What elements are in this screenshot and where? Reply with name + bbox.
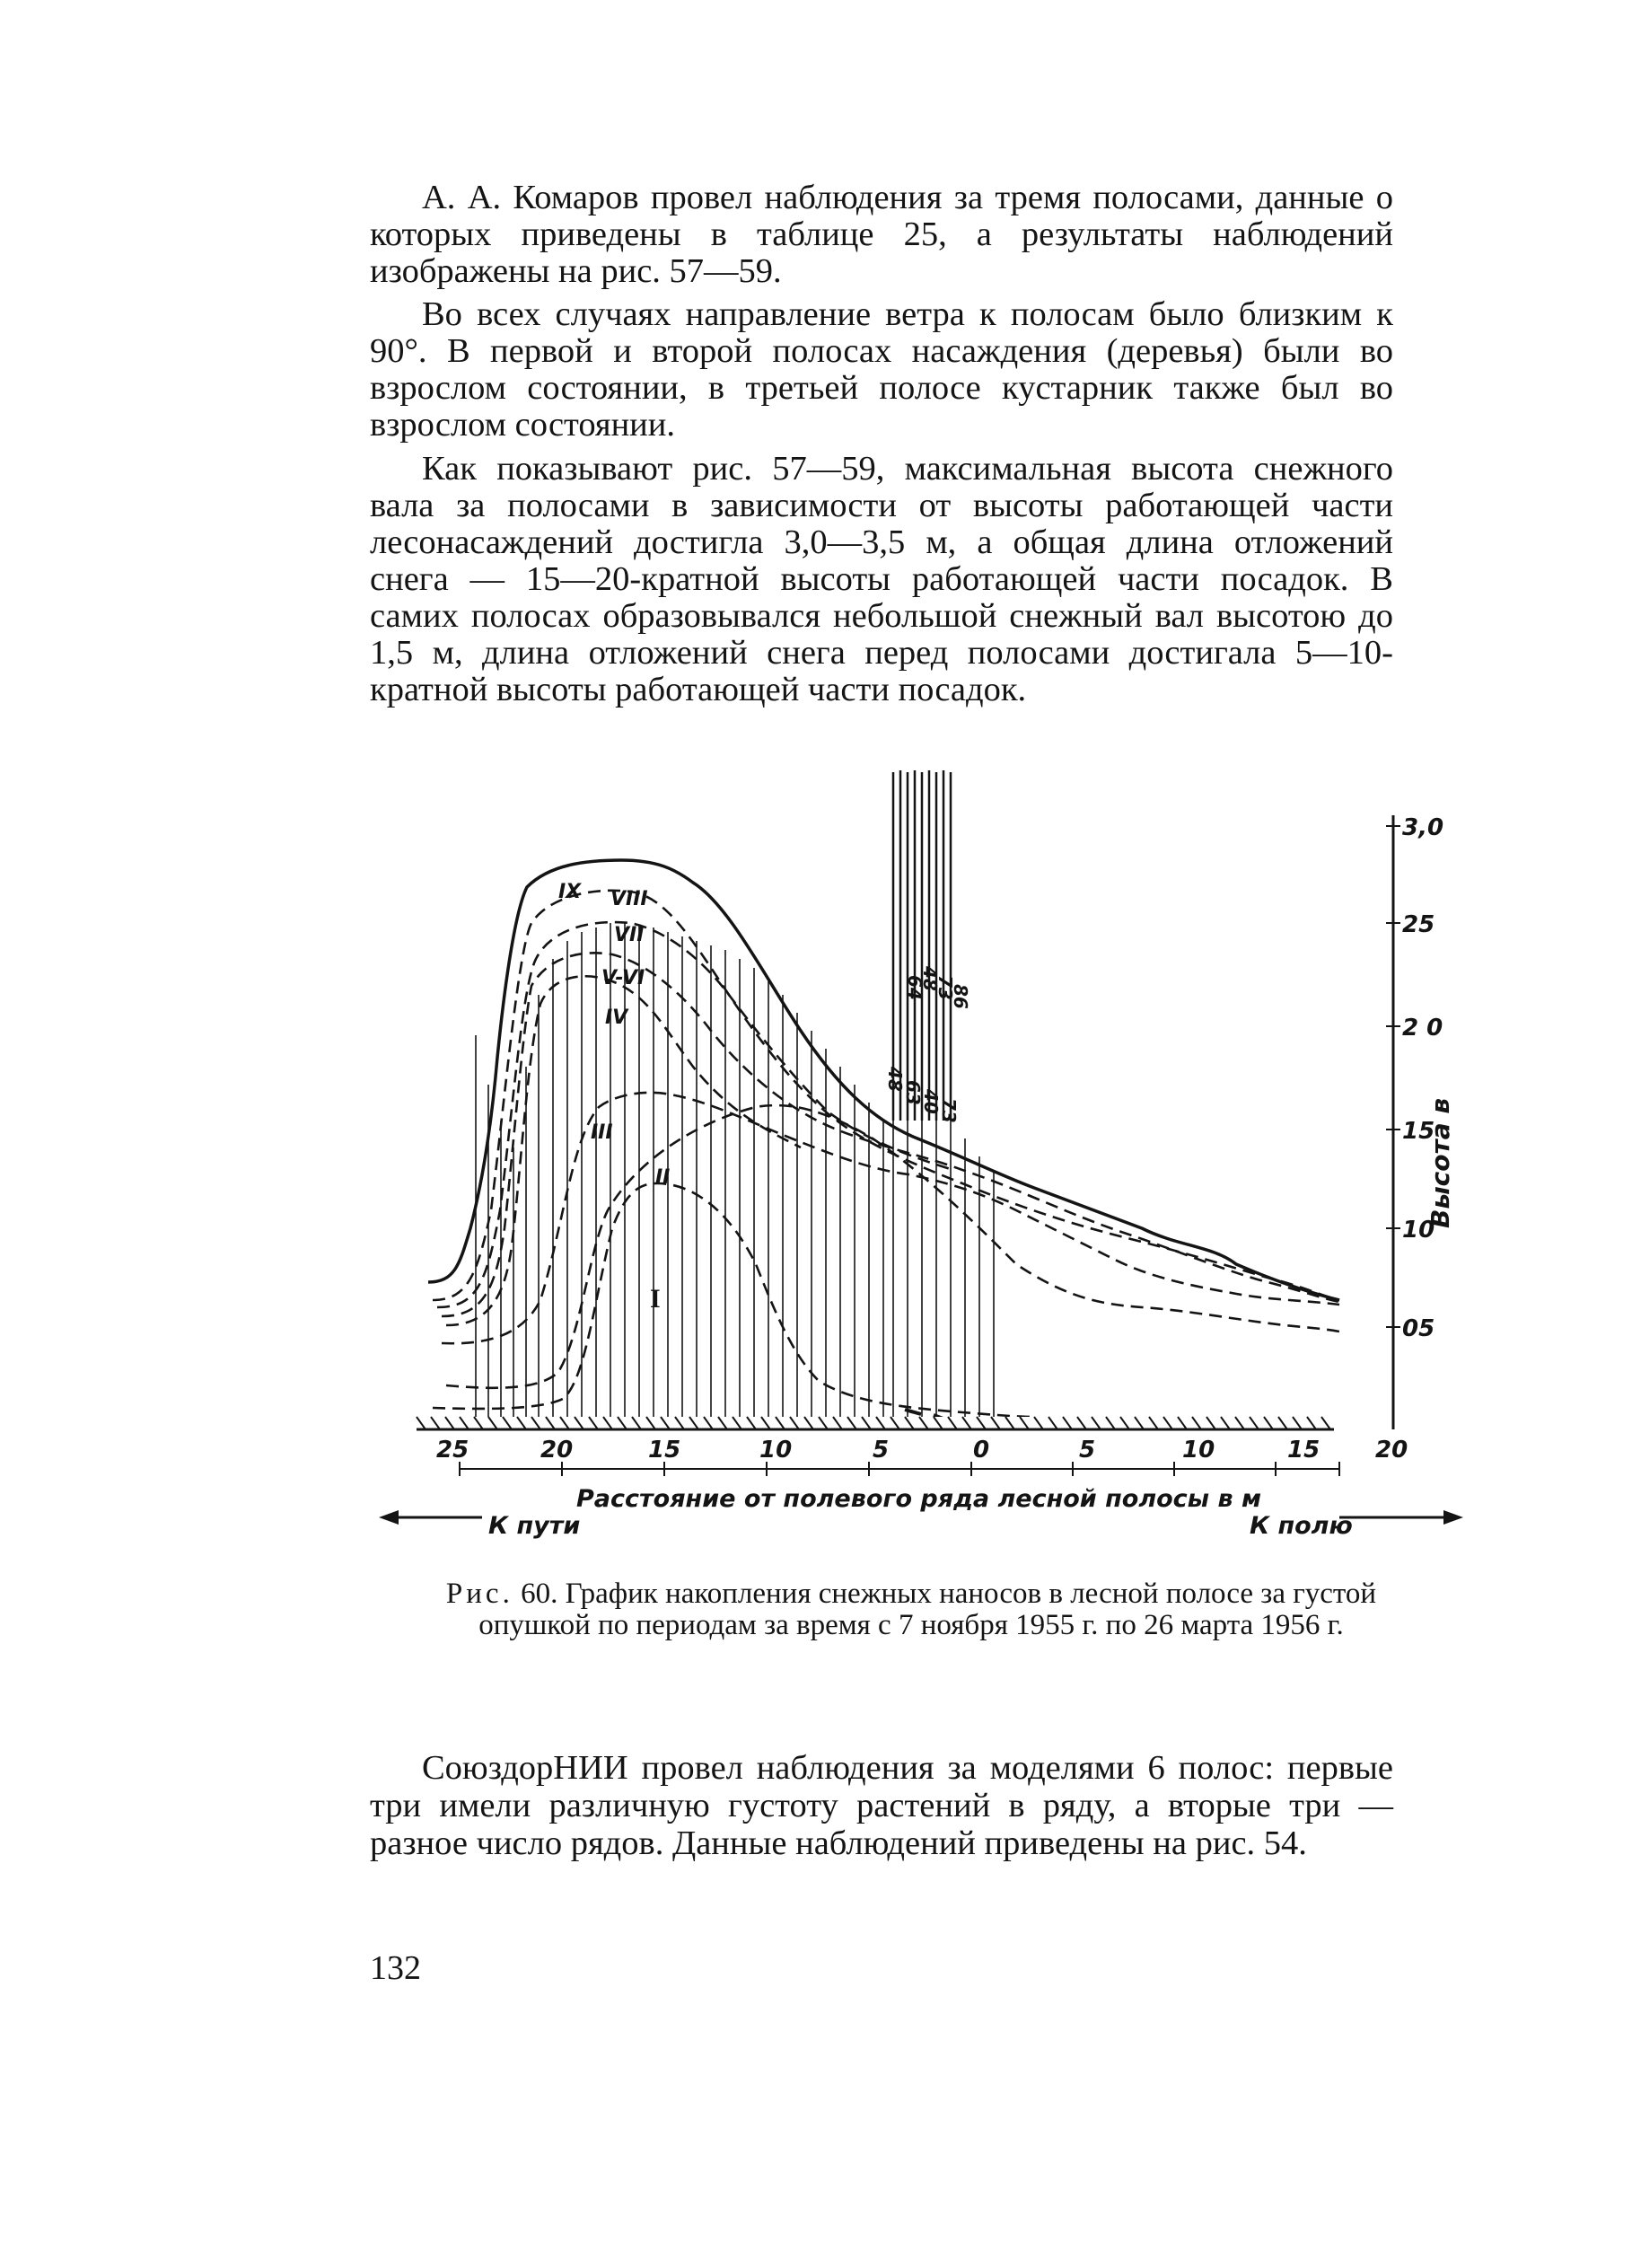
x-tick-2: 20 [540, 1437, 574, 1464]
figure-caption [422, 1578, 1400, 1641]
tree-height-lower-4: 73 [938, 1098, 960, 1123]
x-tick-3: 15 [648, 1437, 681, 1464]
x-tick-6: 0 [973, 1437, 990, 1464]
curve-label-v-vi: V-VI [601, 967, 645, 989]
curve-label-viii: VIII [610, 888, 648, 910]
x-tick-5: 5 [873, 1437, 890, 1464]
ground-line [417, 1417, 1334, 1429]
x-axis-ticks [436, 1437, 1408, 1464]
x-tick-4: 10 [759, 1437, 793, 1464]
tree-height-lower-2: 63 [902, 1080, 924, 1105]
arrow-right [1250, 1510, 1463, 1540]
paragraph-soyuzdornii: СоюздорНИИ провел наблюдения за моделями 6 полос: первые три имели различную густоту растений в ряду, а вторые три — разное число рядов. Данные наблюдений приведены на рис. 54. [370, 1749, 1393, 1862]
caption-text: 60. График накопления снежных наносов в лесной полосе за густой опушкой по периодам за время с 7 ноября 1955 г. по 26 марта 1956 г. [478, 1578, 1377, 1641]
y-tick-6: 05 [1402, 1315, 1435, 1342]
y-axis-ticks [1402, 814, 1443, 1342]
arrow-left-label: К пути [488, 1512, 581, 1540]
caption-prefix: Рис. [445, 1578, 513, 1610]
paragraph-snow-height: Как показывают рис. 57—59, максимальная высота снежного вала за полосами в зависимости от высоты работающей части лесонасаждений достигла 3,0—3,5 м, а общая длина отложений снега — 15—20-кратной высоты работающей части посадок. В самих полосах образовывался небольшой снежный вал высотою до 1,5 м, длина отложений снега перед полосами достигала 5—10-кратной высоты работающей части посадок. [370, 450, 1393, 708]
x-axis-label: Расстояние от полевого ряда лесной полосы в м [576, 1485, 1262, 1513]
x-tick-9: 15 [1287, 1437, 1321, 1464]
y-tick-4: 15 [1402, 1118, 1435, 1145]
y-tick-2: 25 [1402, 911, 1435, 938]
tree-height-lower-3: 40 [920, 1089, 942, 1114]
curve-label-iv: IV [605, 1007, 628, 1029]
paragraph-komarov: А. А. Комаров провел наблюдения за тремя полосами, данные о которых приведены в таблице 25, а результаты наблюдений изображены на рис. 57—59. [370, 179, 1393, 290]
tree-height-upper-1: 64 [904, 975, 926, 1000]
curve-label-iii: III [591, 1121, 613, 1144]
curve-label-ii: II [655, 1166, 671, 1189]
curve-label-vii: VII [614, 924, 645, 946]
y-tick-3: 2 0 [1402, 1015, 1443, 1042]
arrow-left [379, 1510, 580, 1540]
y-axis [1386, 815, 1400, 1429]
x-tick-10: 20 [1375, 1437, 1408, 1464]
y-tick-5: 10 [1402, 1217, 1435, 1244]
curve-label-i: I [650, 1284, 661, 1314]
curve-i [433, 1183, 1034, 1417]
tree-height-upper-4: 86 [950, 984, 971, 1009]
tree-height-upper-2: 48 [919, 966, 941, 991]
curve-label-ix: IX [558, 881, 582, 903]
paragraph-wind-direction: Во всех случаях направление ветра к полосам было близким к 90°. В первой и второй полосах насаждения (деревья) были во взрослом состоянии, в третьей полосе кустарник также был во взрослом состоянии. [370, 295, 1393, 444]
y-axis-label: Высота в [1426, 1097, 1455, 1228]
tree-height-upper-3: 73 [934, 975, 956, 1000]
curve-viii [433, 891, 1339, 1300]
arrow-right-label: К полю [1250, 1512, 1353, 1540]
figure-graph [370, 761, 1474, 1569]
x-tick-7: 5 [1079, 1437, 1096, 1464]
y-tick-1: 3,0 [1402, 814, 1444, 841]
snow-accumulation-figure [370, 761, 1474, 1569]
tree-height-lower-1: 48 [884, 1067, 906, 1092]
page-number: 132 [370, 1949, 421, 1987]
curve-v-vi [442, 953, 1339, 1316]
x-tick-8: 10 [1182, 1437, 1215, 1464]
curve-iii [442, 1093, 1339, 1343]
x-tick-1: 25 [436, 1437, 469, 1464]
x-axis-line [460, 1462, 1339, 1476]
